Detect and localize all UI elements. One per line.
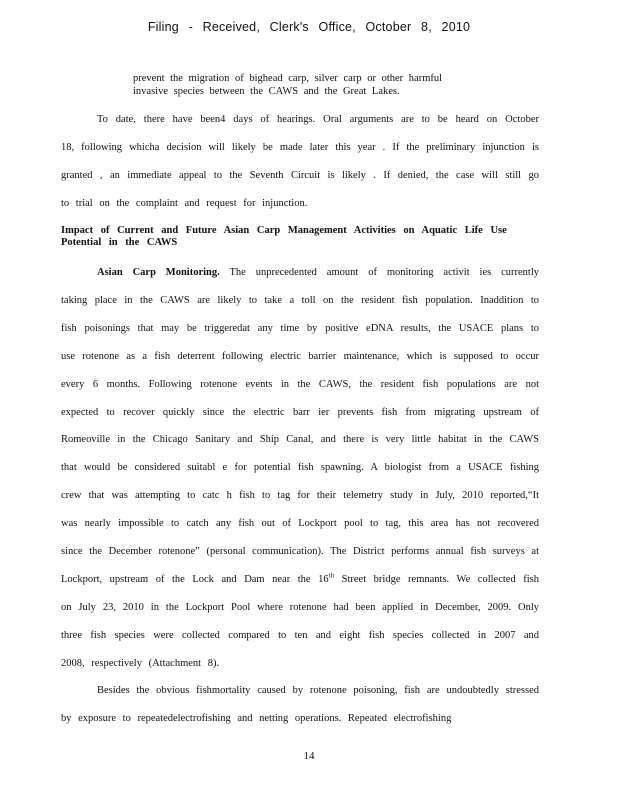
section-heading: Impact of Current and Future Asian Carp Management Activities on Aquatic Life Use Potential in the CAWS [61,225,507,248]
paragraph-hearings-text: To date, there have been4 days of hearings. Oral arguments are to be heard on October 18, following whicha decision will likely be made later this year . If the preliminary injunction is granted , an immediate appeal to the Seventh Circuit is likely . If denied, the case will still go to trial on the complaint and request for injunction. [61,114,539,209]
run-in-heading: Asian Carp Monitoring. [97,267,220,278]
monitoring-text-part1: The unprecedented amount of monitoring activit ies currently taking place in the CAWS are likely to take a toll on the resident fish population. Inaddition to fish poisonings that may be triggeredat any time by positive eDNA results, the USACE plans to use rotenone as a fish deterrent following electric barrier maintenance, which is supposed to occur every 6 months. Following rotenone events in the CAWS, the resident fish populations are not expected to recover quickly since the electric barr ier prevents fish from migrating upstream of Romeoville in the Chicago Sanitary and Ship Canal, and there is very little habitat in the CAWS that would be considered suitabl e for potential fish spawning. A biologist from a USACE fishing crew that was attempting to catc h fish to tag for their telemetry study in July, 2010 reported,“It was nearly impossible to catch any fish out of Lockport pool to tag, this area has not recovered since the December rotenone” (personal communication). The District performs annual fish surveys at Lockport, upstream of the Lock and Dam near the 16 [61,267,539,585]
paragraph-monitoring-text [61,259,539,678]
paragraph-monitoring [61,259,539,678]
filing-header: Filing - Received, Clerk's Office, October 8, 2010 [147,20,471,34]
paragraph-hearings [61,106,539,218]
block-quote: prevent the migration of bighead carp, silver carp or other harmful invasive species between the CAWS and the Great Lakes. [133,73,443,97]
page-number: 14 [303,750,315,762]
paragraph-stress [61,677,539,733]
paragraph-stress-text: Besides the obvious fishmortality caused by rotenone poisoning, fish are undoubtedly stressed by exposure to repeatedelectrofishing and netting operations. Repeated electrofishing [61,685,539,724]
monitoring-text-part2: Street bridge remnants. We collected fish on July 23, 2010 in the Lockport Pool where rotenone had been applied in December, 2009. Only three fish species were collected compared to ten and eight fish species collected in 2007 and 2008, respectively (Attachment 8). [61,573,539,669]
ordinal-suffix: th [328,571,335,580]
